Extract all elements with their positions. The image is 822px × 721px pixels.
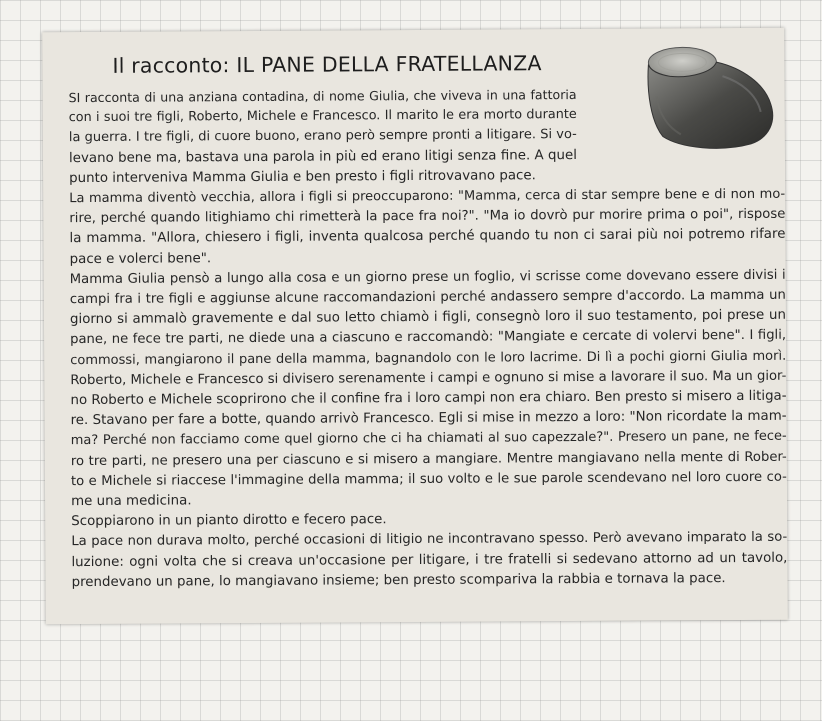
text-line: la guerra. I tre figli, di cuore buono, erano però sempre pronti a litigare. Si vo-: [68, 127, 577, 146]
text-line: me una medicina.: [71, 493, 192, 510]
text-line: pace e volerci bene".: [69, 250, 212, 267]
text-line: luzione: ogni volta che si creava un'occasione per litigare, i tre fratelli si sedevano attorno ad un tavolo,: [71, 550, 788, 570]
text-line: pane, ne fece tre parti, ne diede una a ciascuno e raccomandò: "Mangiate e cercate di volervi bene". I figli,: [70, 328, 787, 348]
text-line: punto interveniva Mamma Giulia e ben presto i figli ritrovavano pace.: [69, 168, 536, 186]
text-line: commossi, mangiarono il pane della mamma, bagnandolo con le loro lacrime. Di lì a pochi giorni Giulia morì.: [70, 348, 787, 368]
text-line: re. Stavano per fare a botte, quando arrivò Francesco. Egli si mise in mezzo a loro: "Non ricordate la mam-: [70, 408, 787, 429]
story-text: [69, 84, 788, 593]
text-line: Roberto, Michele e Francesco si divisero serenamente i campi e ognuno si mise a lavorare il suo. Ma un gior-: [70, 368, 787, 388]
text-line: La pace non durava molto, perché occasioni di litigio ne incontravano spesso. Però avevano imparato la so-: [71, 530, 788, 550]
text-line: campi fra i tre figli e aggiunse alcune raccomandazioni perché andassero sempre d'accordo. La mamma un: [69, 287, 786, 308]
text-line: Mamma Giulia pensò a lungo alla cosa e un giorno prese un foglio, vi scrisse come dovevano essere divisi i: [69, 267, 786, 287]
story-title: Il racconto: IL PANE DELLA FRATELLANZA: [112, 51, 542, 78]
text-line: Scoppiarono in un pianto dirotto e fecero pace.: [71, 512, 387, 530]
text-line: no Roberto e Michele scoprirono che il confine fra i loro campi non era chiaro. Ben presto si misero a litiga-: [70, 388, 787, 409]
text-line: con i suoi tre figli, Roberto, Michele e Francesco. Il marito le era morto durante: [68, 107, 577, 126]
text-line: rire, perché quando litighiamo chi rimetterà la pace fra noi?". "Ma io dovrò pur morire prima o poi", rispose: [69, 206, 786, 227]
text-line: levano bene ma, bastava una parola in più ed erano litigi senza fine. A quel: [68, 147, 578, 166]
text-line: la mamma. "Allora, chiesero i figli, inventa qualcosa perché quando tu non ci sarai più noi potremo rifare: [69, 227, 786, 247]
text-line: prendevano un pane, lo mangiavano insieme; ben presto scompariva la rabbia e tornava la pace.: [71, 570, 726, 590]
text-line: to e Michele si riaccese l'immagine della mamma; il suo volto e le sue parole scendevano nel loro cuore co-: [70, 469, 787, 489]
story-sheet: [42, 28, 788, 625]
text-line: giorno si ammalò gravemente e dal suo letto chiamò i figli, consegnò loro il suo testamento, poi prese un: [69, 307, 786, 328]
text-line: La mamma diventò vecchia, allora i figli si preoccuparono: "Mamma, cerca di star sempre bene e di non mo-: [69, 186, 786, 207]
text-line: ma? Perché non facciamo come quel giorno che ci ha chiamati al suo capezzale?". Presero un pane, ne fece-: [70, 429, 787, 449]
text-line: ro tre parti, ne presero una per ciascuno e si misero a mangiare. Mentre mangiavano nella mente di Rober-: [70, 449, 787, 469]
text-line: SI racconta di una anziana contadina, di nome Giulia, che viveva in una fattoria: [68, 87, 577, 106]
